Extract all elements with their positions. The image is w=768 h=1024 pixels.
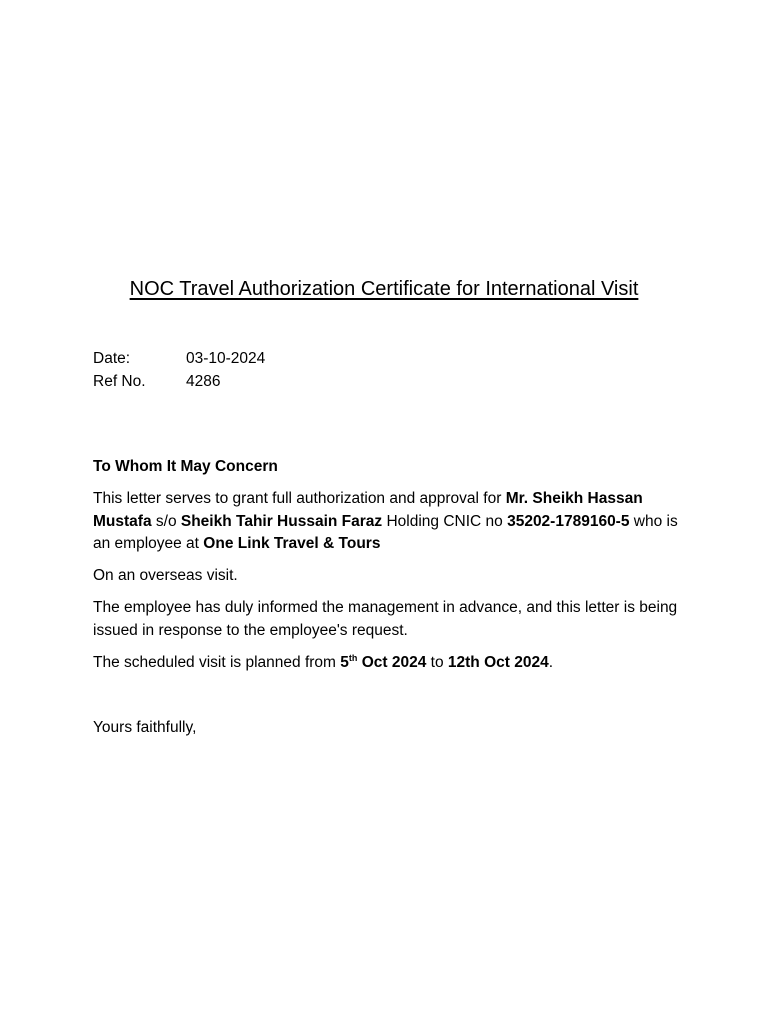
cnic-number: 35202-1789160-5	[507, 512, 630, 530]
schedule-paragraph	[93, 652, 683, 675]
letter-meta	[93, 348, 265, 393]
letter-body	[93, 456, 683, 684]
authorization-paragraph	[93, 488, 683, 556]
start-month-year: Oct 2024	[357, 653, 427, 671]
ref-value: 4286	[186, 372, 221, 390]
father-name: Sheikh Tahir Hussain Faraz	[180, 512, 383, 530]
start-date	[340, 654, 426, 671]
start-day-suffix: th	[348, 652, 358, 663]
auth-text-4: who is an employee at	[93, 512, 678, 552]
closing: Yours faithfully,	[93, 719, 197, 736]
salutation: To Whom It May Concern	[93, 458, 278, 475]
auth-text-3: Holding CNIC no	[382, 512, 508, 530]
date-label: Date:	[93, 350, 131, 367]
date-row	[93, 348, 265, 371]
auth-text-1: This letter serves to grant full authorization and approval for	[93, 490, 506, 507]
ref-label: Ref No.	[93, 372, 146, 390]
company-name: One Link Travel & Tours	[203, 535, 381, 552]
date-value: 03-10-2024	[186, 350, 266, 367]
schedule-text-3: .	[548, 653, 554, 671]
document-title: NOC Travel Authorization Certificate for International Visit	[129, 278, 639, 300]
ref-row	[93, 371, 265, 394]
overseas-paragraph: On an overseas visit.	[93, 567, 238, 584]
informed-paragraph: The employee has duly informed the management in advance, and this letter is being issued in response to the employee's request.	[93, 599, 678, 639]
start-day: 5	[340, 653, 349, 671]
end-date: 12th Oct 2024	[447, 653, 549, 671]
schedule-text-2: to	[426, 653, 448, 671]
schedule-text-1: The scheduled visit is planned from	[93, 653, 341, 671]
auth-text-2: s/o	[151, 512, 181, 530]
employee-name: Mr. Sheikh Hassan Mustafa	[93, 490, 643, 530]
